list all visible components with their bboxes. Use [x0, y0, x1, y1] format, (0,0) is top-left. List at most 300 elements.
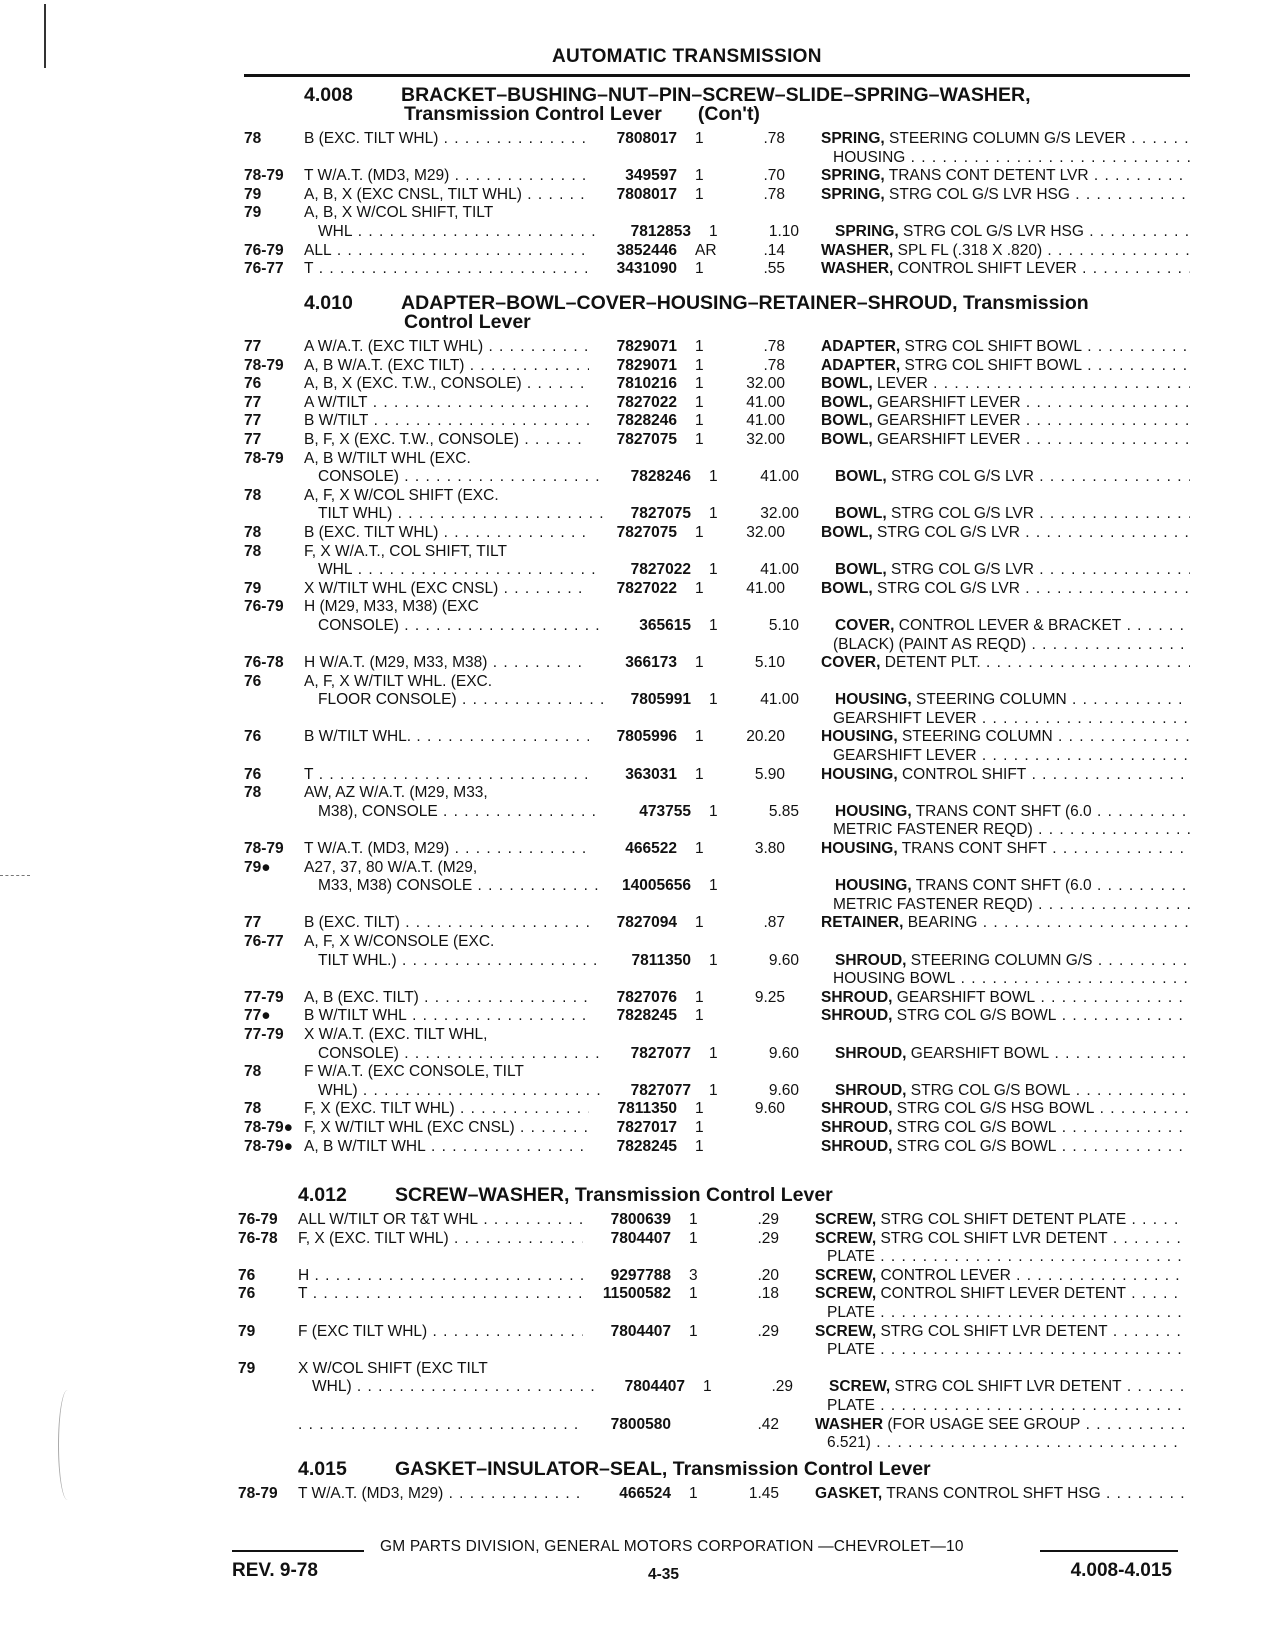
application: T W/A.T. (MD3, M29) . . . — [304, 840, 589, 859]
section-header — [238, 1186, 1184, 1205]
quantity: 1 — [695, 1137, 704, 1155]
description — [779, 1485, 1184, 1504]
model-year — [238, 1434, 298, 1453]
part-description: CONTROL SHIFT LEVER DETENT — [880, 1285, 1126, 1303]
description — [785, 989, 1190, 1008]
application: B W/TILT . . . — [304, 412, 589, 431]
part-name: BOWL, — [821, 430, 873, 448]
application — [298, 1397, 583, 1416]
application — [304, 896, 589, 915]
description — [799, 617, 1190, 636]
model-year: 77-79 — [244, 1025, 284, 1043]
part-name: GASKET, — [815, 1485, 883, 1502]
table-row — [244, 1100, 1190, 1119]
price — [719, 1304, 779, 1323]
application: A, B, X (EXC. T.W., CONSOLE) . . . — [304, 375, 589, 394]
description — [799, 223, 1190, 242]
part-name: SCREW, — [815, 1229, 877, 1247]
part-name: SHROUD, — [821, 1118, 893, 1136]
description — [785, 450, 1190, 469]
price — [725, 784, 785, 803]
section-number: 4.008 — [304, 84, 353, 106]
application: WHL) . . . — [298, 1378, 597, 1397]
part-number: 7811350 — [631, 951, 691, 969]
description — [785, 167, 1190, 186]
model-year: 77 — [244, 430, 262, 448]
description — [785, 970, 1190, 989]
application: F, X (EXC. TILT WHL) . . . — [304, 1100, 589, 1119]
model-year — [244, 896, 304, 915]
application: A, B (EXC. TILT) . . . — [304, 989, 589, 1008]
model-year: 78 — [244, 1063, 262, 1081]
quantity — [677, 204, 725, 223]
part-number — [583, 1341, 671, 1360]
part-number — [589, 149, 677, 168]
table-row — [244, 784, 1190, 803]
model-year: 76-79 — [244, 241, 284, 259]
section-4-012 — [238, 1186, 1184, 1453]
part-description: PLATE — [827, 1248, 875, 1266]
part-number: 7828246 — [630, 468, 691, 486]
table-row — [238, 1323, 1184, 1342]
application: F, X W/A.T., COL SHIFT, TILT — [304, 542, 507, 560]
price — [739, 877, 799, 896]
price: 41.00 — [760, 691, 799, 709]
application: F W/A.T. (EXC CONSOLE, TILT — [304, 1063, 524, 1081]
part-name: RETAINER, — [821, 914, 904, 932]
section-subtitle — [244, 313, 1190, 332]
part-number: 7812853 — [630, 222, 691, 240]
part-description: STEERING COLUMN G/S — [910, 951, 1093, 969]
application: F (EXC TILT WHL) . . . — [298, 1323, 583, 1342]
part-description: HOUSING — [833, 148, 906, 166]
part-description: STRG COL G/S LVR — [890, 561, 1034, 579]
part-number: 7827075 — [616, 430, 677, 448]
model-year: 78 — [244, 523, 262, 541]
description — [785, 1100, 1190, 1119]
application: CONSOLE) . . . — [304, 1045, 603, 1064]
table-row — [244, 242, 1190, 261]
section-subtitle-text: Transmission Control Lever — [404, 103, 662, 125]
part-description: TRANS CONT SHFT — [901, 840, 1047, 858]
table-row — [244, 803, 1190, 822]
description — [785, 933, 1190, 952]
part-number — [589, 450, 677, 469]
price: 9.60 — [754, 1100, 785, 1118]
table-row — [244, 1082, 1190, 1101]
table-row — [244, 933, 1190, 952]
price — [725, 1119, 785, 1138]
continued-label: (Con't) — [697, 103, 760, 125]
part-description: CONTROL LEVER & BRACKET — [898, 616, 1122, 634]
description — [785, 338, 1190, 357]
price — [725, 821, 785, 840]
footer-publisher: GM PARTS DIVISION, GENERAL MOTORS CORPORATION —CHEVROLET—10 — [380, 1538, 964, 1555]
quantity: 1 — [703, 1378, 712, 1396]
application: H (M29, M33, M38) (EXC — [304, 598, 479, 616]
application — [298, 1341, 583, 1360]
application: WHL . . . — [304, 223, 603, 242]
quantity — [671, 1434, 719, 1453]
price — [719, 1360, 779, 1379]
application — [298, 1304, 583, 1323]
part-name: BOWL, — [835, 561, 887, 579]
application: F, X (EXC. TILT WHL) . . . — [298, 1230, 583, 1249]
price: 5.90 — [754, 765, 785, 783]
part-description: STRG COL SHIFT LVR DETENT — [894, 1378, 1122, 1396]
model-year: 78-79 — [238, 1485, 278, 1502]
quantity: 1 — [695, 1118, 704, 1136]
description — [785, 747, 1190, 766]
price — [725, 1026, 785, 1045]
application: T W/A.T. (MD3, M29) . . . — [304, 167, 589, 186]
part-name: SHROUD, — [821, 1100, 893, 1118]
application: WHL . . . — [304, 561, 603, 580]
model-year: 79 — [244, 185, 262, 203]
price: .29 — [757, 1211, 779, 1228]
table-row — [244, 840, 1190, 859]
description — [799, 1082, 1190, 1101]
model-year: 76 — [244, 728, 262, 746]
description — [785, 859, 1190, 878]
part-number — [589, 598, 677, 617]
price: 9.25 — [754, 988, 785, 1006]
price — [725, 543, 785, 562]
table-row — [244, 766, 1190, 785]
quantity: 1 — [695, 375, 704, 393]
part-number — [583, 1434, 671, 1453]
application: A, B W/TILT WHL (EXC. — [304, 449, 471, 467]
part-description: GEARSHIFT LEVER — [876, 412, 1021, 430]
description — [785, 524, 1190, 543]
description — [779, 1304, 1184, 1323]
part-description: STEERING COLUMN G/S LEVER — [889, 130, 1126, 147]
description — [779, 1416, 1184, 1435]
price — [725, 487, 785, 506]
model-year: 79 — [238, 1322, 256, 1340]
model-year: 78 — [244, 486, 262, 504]
part-description: STRG COL G/S LVR — [890, 505, 1034, 523]
price: 5.10 — [768, 616, 799, 634]
part-description: STRG COL G/S LVR — [890, 468, 1034, 486]
application: A, B, X (EXC CNSL, TILT WHL) . . . — [304, 186, 589, 205]
part-name: BOWL, — [835, 505, 887, 523]
part-description: METRIC FASTENER REQD) — [833, 821, 1033, 839]
part-description: STRG COL SHIFT DETENT PLATE — [880, 1211, 1127, 1228]
description — [785, 821, 1190, 840]
description — [785, 149, 1190, 168]
part-description: BEARING — [907, 914, 978, 932]
application: A, F, X W/COL SHIFT (EXC. — [304, 486, 499, 504]
section-subtitle-text: Control Lever — [404, 311, 531, 333]
price: .70 — [763, 167, 785, 185]
part-name: BOWL, — [821, 375, 873, 393]
price: 1.10 — [768, 222, 799, 240]
table-row — [244, 130, 1190, 149]
table-row — [238, 1378, 1184, 1397]
part-number — [589, 487, 677, 506]
part-name: BOWL, — [821, 579, 873, 597]
part-number: 11500582 — [602, 1285, 671, 1303]
quantity — [671, 1416, 719, 1435]
price — [725, 636, 785, 655]
section-4-008 — [244, 86, 1190, 279]
price — [725, 204, 785, 223]
table-row — [244, 468, 1190, 487]
model-year: 76-78 — [244, 654, 284, 672]
model-year: 78 — [244, 542, 262, 560]
model-year — [244, 821, 304, 840]
part-name: SCREW, — [829, 1378, 891, 1396]
part-number: 7827075 — [630, 505, 691, 523]
model-year — [244, 747, 304, 766]
table-row — [244, 877, 1190, 896]
part-number: 7827022 — [630, 561, 691, 579]
price: 9.60 — [768, 1044, 799, 1062]
part-name: COVER, — [835, 616, 895, 634]
table-row — [244, 186, 1190, 205]
part-name: SPRING, — [821, 167, 885, 185]
application: A W/TILT . . . — [304, 394, 589, 413]
description — [799, 505, 1190, 524]
quantity — [671, 1248, 719, 1267]
price — [725, 747, 785, 766]
part-number: 7827094 — [616, 914, 677, 932]
parts-table — [238, 1211, 1184, 1453]
price — [725, 859, 785, 878]
model-year: 76 — [238, 1266, 256, 1284]
table-row — [244, 204, 1190, 223]
page-title: AUTOMATIC TRANSMISSION — [552, 46, 822, 67]
part-description: TRANS CONT SHFT (6.0 — [915, 877, 1092, 895]
application: M38), CONSOLE . . . — [304, 803, 603, 822]
part-number: 7827075 — [616, 523, 677, 541]
part-number: 7828245 — [616, 1007, 677, 1025]
description — [785, 543, 1190, 562]
table-row — [244, 710, 1190, 729]
description — [779, 1267, 1184, 1286]
description — [785, 412, 1190, 431]
section-number: 4.015 — [298, 1458, 347, 1480]
price: 9.60 — [768, 951, 799, 969]
part-number: 7805996 — [616, 728, 677, 746]
part-description: GEARSHIFT BOWL — [910, 1044, 1050, 1062]
price: 41.00 — [746, 393, 785, 411]
quantity: 1 — [695, 523, 704, 541]
model-year — [244, 803, 304, 822]
quantity — [677, 1026, 725, 1045]
model-year — [244, 468, 304, 487]
quantity: 1 — [695, 185, 704, 203]
quantity: 1 — [709, 1081, 718, 1099]
price — [725, 933, 785, 952]
application — [304, 821, 589, 840]
description — [785, 784, 1190, 803]
application: M33, M38) CONSOLE . . . — [304, 877, 603, 896]
application — [298, 1248, 583, 1267]
quantity — [677, 710, 725, 729]
part-name: SHROUD, — [821, 1007, 893, 1025]
model-year: 77 — [244, 393, 262, 411]
price: 9.60 — [768, 1081, 799, 1099]
description — [785, 1119, 1190, 1138]
quantity: 1 — [709, 951, 718, 969]
model-year: 76-78 — [238, 1229, 278, 1247]
footer-rule-left — [232, 1550, 364, 1552]
description — [785, 654, 1190, 673]
quantity: 1 — [695, 988, 704, 1006]
application: B W/TILT WHL . . . — [304, 1007, 589, 1026]
model-year: 77 — [244, 914, 262, 932]
price — [725, 673, 785, 692]
price: .78 — [763, 130, 785, 147]
description — [779, 1434, 1184, 1453]
footer-revision: REV. 9-78 — [232, 1560, 318, 1581]
model-year: 78-79 — [244, 840, 284, 858]
description — [779, 1341, 1184, 1360]
part-number — [589, 896, 677, 915]
description — [799, 803, 1190, 822]
description — [785, 1007, 1190, 1026]
quantity: 1 — [695, 356, 704, 374]
quantity: 1 — [709, 616, 718, 634]
part-number: 9297788 — [610, 1266, 671, 1284]
part-number: 7804407 — [610, 1229, 671, 1247]
quantity: 1 — [709, 1044, 718, 1062]
quantity: 1 — [695, 579, 704, 597]
part-number — [589, 933, 677, 952]
part-number: 7800580 — [610, 1415, 671, 1433]
application: ALL . . . — [304, 242, 589, 261]
price — [725, 710, 785, 729]
part-number: 366173 — [625, 654, 677, 672]
model-year: 78-79● — [244, 1118, 294, 1136]
price — [725, 598, 785, 617]
description — [785, 487, 1190, 506]
title-rule — [244, 74, 1190, 77]
quantity: 1 — [689, 1485, 698, 1502]
part-number — [589, 859, 677, 878]
quantity: 1 — [695, 840, 704, 858]
quantity — [677, 673, 725, 692]
part-name: SPRING, — [821, 185, 885, 203]
table-row — [238, 1397, 1184, 1416]
part-number — [589, 784, 677, 803]
table-row — [244, 505, 1190, 524]
table-row — [244, 543, 1190, 562]
quantity: 1 — [695, 654, 704, 672]
part-number — [589, 970, 677, 989]
table-row — [244, 412, 1190, 431]
part-description: GEARSHIFT LEVER — [833, 747, 977, 765]
quantity: 1 — [695, 338, 704, 355]
table-row — [244, 167, 1190, 186]
quantity — [677, 747, 725, 766]
part-number: 7828246 — [616, 412, 677, 430]
application — [304, 970, 589, 989]
price — [725, 970, 785, 989]
quantity: 1 — [689, 1211, 698, 1228]
part-description: STRG COL G/S BOWL — [896, 1118, 1057, 1136]
part-description: PLATE — [827, 1341, 875, 1359]
model-year: 76 — [244, 375, 262, 393]
table-row — [244, 691, 1190, 710]
part-number — [589, 1063, 677, 1082]
table-row — [244, 1007, 1190, 1026]
description — [785, 710, 1190, 729]
description — [779, 1397, 1184, 1416]
part-number — [589, 1026, 677, 1045]
table-row — [238, 1416, 1184, 1435]
model-year: 79 — [238, 1359, 256, 1377]
part-number: 14005656 — [622, 877, 691, 895]
application: B (EXC. TILT WHL) . . . — [304, 524, 589, 543]
part-number — [583, 1304, 671, 1323]
section-4-010 — [244, 294, 1190, 1156]
part-description: STRG COL SHIFT BOWL — [904, 338, 1082, 355]
application: CONSOLE) . . . — [304, 617, 603, 636]
quantity: 1 — [709, 222, 718, 240]
table-row — [244, 654, 1190, 673]
description — [785, 260, 1190, 279]
price: .78 — [763, 338, 785, 355]
price: .78 — [763, 356, 785, 374]
part-name: HOUSING, — [821, 728, 898, 746]
table-row — [244, 223, 1190, 242]
price: .18 — [757, 1285, 779, 1303]
part-number: 7804407 — [624, 1378, 685, 1396]
quantity — [671, 1341, 719, 1360]
model-year: 77● — [244, 1007, 271, 1025]
model-year — [244, 223, 304, 242]
quantity: 1 — [709, 691, 718, 709]
model-year — [244, 877, 304, 896]
section-title: BRACKET–BUSHING–NUT–PIN–SCREW–SLIDE–SPRING–WASHER, — [401, 84, 1031, 106]
quantity: 1 — [695, 412, 704, 430]
quantity: 1 — [709, 468, 718, 486]
section-number: 4.010 — [304, 292, 353, 314]
description — [799, 691, 1190, 710]
quantity: 1 — [709, 561, 718, 579]
part-name: SHROUD, — [821, 988, 893, 1006]
part-name: BOWL, — [835, 468, 887, 486]
part-number — [589, 543, 677, 562]
quantity — [677, 487, 725, 506]
model-year: 76-79 — [238, 1211, 278, 1228]
quantity — [677, 896, 725, 915]
application: T . . . — [304, 766, 589, 785]
price — [725, 896, 785, 915]
table-row — [244, 728, 1190, 747]
part-description: GEARSHIFT LEVER — [876, 393, 1021, 411]
footer-page-number: 4-35 — [648, 1566, 680, 1583]
model-year: 78 — [244, 784, 262, 802]
quantity — [677, 149, 725, 168]
part-name: WASHER, — [821, 260, 894, 278]
table-row — [238, 1341, 1184, 1360]
table-row — [238, 1304, 1184, 1323]
quantity — [671, 1360, 719, 1379]
description — [779, 1248, 1184, 1267]
binder-margin-line — [44, 4, 46, 68]
description — [785, 431, 1190, 450]
model-year — [244, 149, 304, 168]
application: AW, AZ W/A.T. (M29, M33, — [304, 784, 488, 802]
application: H W/A.T. (M29, M33, M38) . . . — [304, 654, 589, 673]
application: B (EXC. TILT) . . . — [304, 914, 589, 933]
description — [799, 952, 1190, 971]
table-row — [244, 375, 1190, 394]
